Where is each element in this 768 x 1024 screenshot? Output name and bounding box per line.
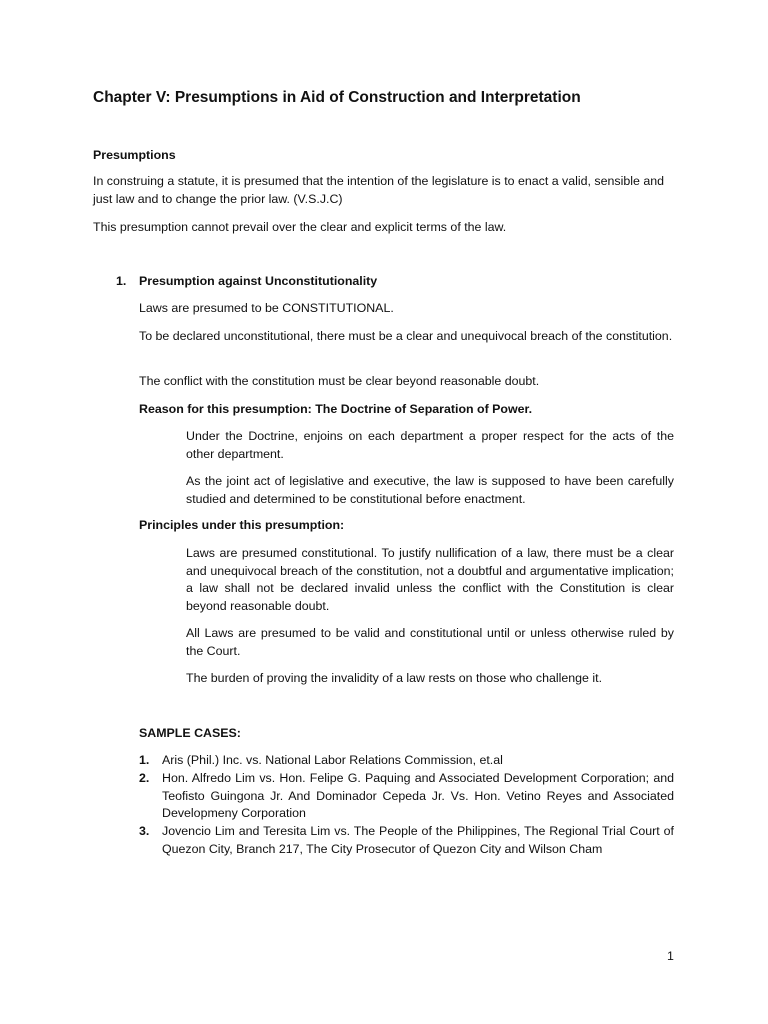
reason-heading: Reason for this presumption: The Doctrine of Separation of Power.: [139, 402, 533, 416]
principles-paragraph-2: All Laws are presumed to be valid and constitutional until or unless otherwise ruled by the Court.: [186, 626, 674, 658]
item-1-paragraph-1: Laws are presumed to be CONSTITUTIONAL.: [139, 301, 394, 315]
item-1-paragraph-2: To be declared unconstitutional, there must be a clear and unequivocal breach of the constitution.: [139, 329, 673, 343]
presumptions-paragraph-2: This presumption cannot prevail over the clear and explicit terms of the law.: [93, 220, 507, 234]
case-3-number: 3.: [139, 824, 150, 838]
item-1-number: 1.: [116, 274, 127, 288]
case-2-number: 2.: [139, 771, 150, 785]
reason-paragraph-2: As the joint act of legislative and executive, the law is supposed to have been carefully studied and determined to be constitutional before enactment.: [186, 474, 674, 506]
case-1-text: Aris (Phil.) Inc. vs. National Labor Relations Commission, et.al: [162, 753, 503, 767]
case-2-text: Hon. Alfredo Lim vs. Hon. Felipe G. Paquing and Associated Development Corporation; and Teofisto Guingona Jr. And Dominador Cepeda Jr. Vs. Hon. Vetino Reyes and Associated Developmeny Corporation: [162, 771, 674, 820]
item-1-paragraph-3: The conflict with the constitution must be clear beyond reasonable doubt.: [139, 374, 540, 388]
presumptions-paragraph-1: In construing a statute, it is presumed that the intention of the legislature is to enact a valid, sensible and just law and to change the prior law. (V.S.J.C): [93, 174, 664, 206]
case-1-number: 1.: [139, 753, 150, 767]
item-1-heading: Presumption against Unconstitutionality: [139, 274, 378, 288]
principles-paragraph-3: The burden of proving the invalidity of a law rests on those who challenge it.: [186, 671, 603, 685]
case-3-text: Jovencio Lim and Teresita Lim vs. The People of the Philippines, The Regional Trial Court of Quezon City, Branch 217, The City Prosecutor of Quezon City and Wilson Cham: [162, 824, 674, 856]
presumptions-heading: Presumptions: [93, 148, 176, 162]
principles-paragraph-1: Laws are presumed constitutional. To justify nullification of a law, there must be a clear and unequivocal breach of the constitution, not a doubtful and argumentative implication; a law shall not be declared invalid unless the conflict with the Constitution is clear beyond reasonable doubt.: [186, 546, 674, 613]
chapter-title: Chapter V: Presumptions in Aid of Construction and Interpretation: [93, 89, 581, 106]
sample-cases-heading: SAMPLE CASES:: [139, 726, 241, 740]
page-number: 1: [667, 949, 674, 963]
reason-paragraph-1: Under the Doctrine, enjoins on each department a proper respect for the acts of the other department.: [186, 429, 674, 461]
principles-heading: Principles under this presumption:: [139, 518, 345, 532]
